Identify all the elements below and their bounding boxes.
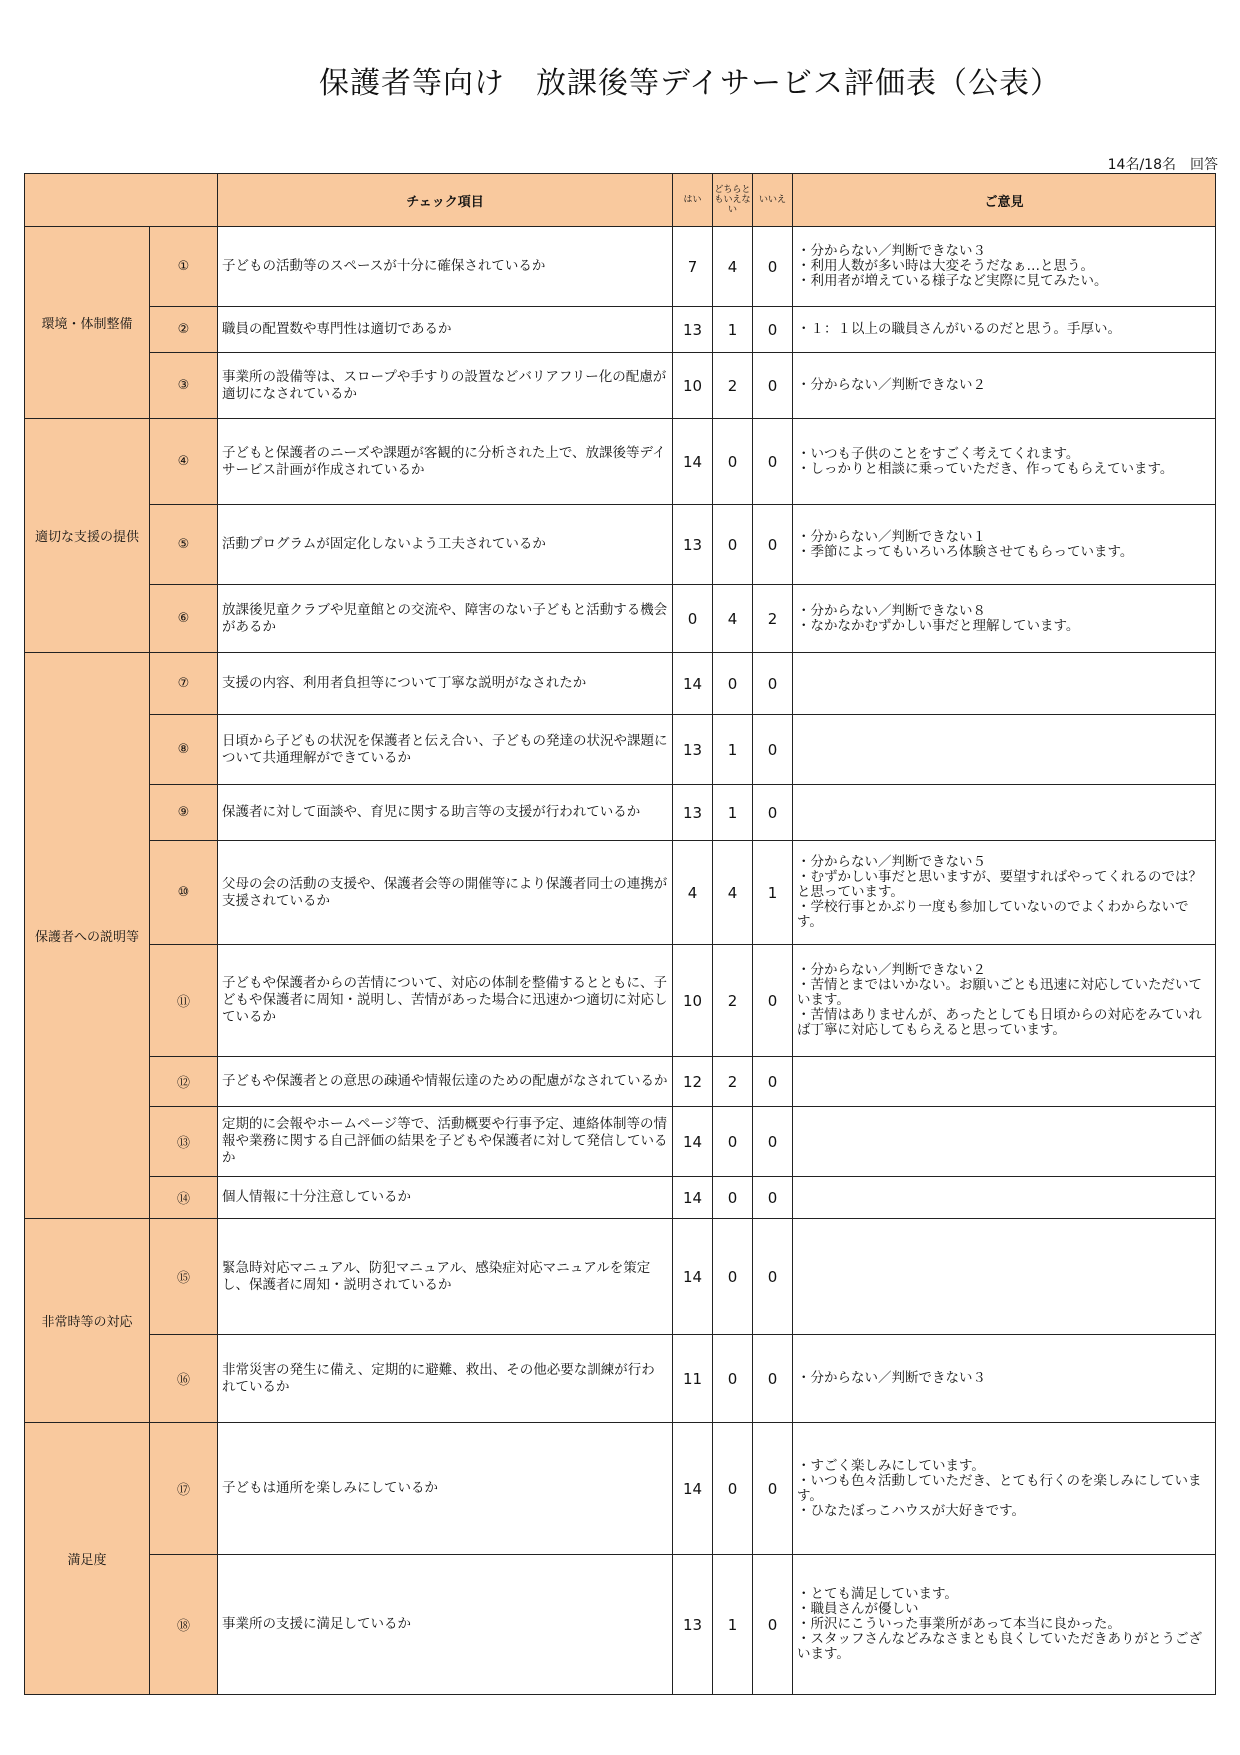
opinion-line: ・学校行事とかぶり一度も参加していないのでよくわからないです。 (797, 899, 1189, 930)
opinion-cell (793, 307, 1216, 353)
check-item-text: 非常災害の発生に備え、定期的に避難、救出、その他必要な訓練が行われているか (218, 1335, 673, 1423)
check-item-text: 支援の内容、利用者負担等について丁寧な説明がなされたか (218, 653, 673, 715)
neither-count: 1 (713, 1555, 753, 1695)
opinion-line: ・ひなたぼっこハウスが大好きです。 (797, 1502, 1026, 1519)
table-row (25, 715, 1216, 785)
opinion-cell (793, 585, 1216, 653)
check-item-text: 事業所の支援に満足しているか (218, 1555, 673, 1695)
opinion-cell (793, 505, 1216, 585)
neither-count: 2 (713, 945, 753, 1057)
header-blank (25, 174, 218, 227)
opinion-line: ・所沢にこういった事業所があって本当に良かった。 (797, 1616, 1121, 1632)
neither-count: 0 (713, 1219, 753, 1335)
opinion-cell (793, 1335, 1216, 1423)
check-item-text: 個人情報に十分注意しているか (218, 1177, 673, 1219)
yes-count: 11 (673, 1335, 713, 1423)
category-label: 適切な支援の提供 (25, 419, 150, 653)
table-row (25, 1107, 1216, 1177)
item-number: ⑤ (150, 505, 218, 585)
no-count: 0 (753, 945, 793, 1057)
no-count: 0 (753, 1177, 793, 1219)
item-number: ⑬ (150, 1107, 218, 1177)
opinion-cell (793, 353, 1216, 419)
item-number: ⑪ (150, 945, 218, 1057)
check-item-text: 事業所の設備等は、スロープや手すりの設置などバリアフリー化の配慮が適切になされているか (218, 353, 673, 419)
opinion-line: ・利用人数が多い時は大変そうだなぁ…と思う。 (797, 258, 1094, 274)
neither-count: 0 (713, 1107, 753, 1177)
header-check-item: チェック項目 (218, 174, 673, 227)
opinion-line: ・むずかしい事だと思いますが、要望すればやってくれるのでは？と思っています。 (797, 869, 1202, 900)
opinion-cell (793, 653, 1216, 715)
neither-count: 2 (713, 353, 753, 419)
check-item-text: 保護者に対して面談や、育児に関する助言等の支援が行われているか (218, 785, 673, 841)
check-item-text: 子どもや保護者との意思の疎通や情報伝達のための配慮がなされているか (218, 1057, 673, 1107)
yes-count: 13 (673, 505, 713, 585)
opinion-cell (793, 841, 1216, 945)
yes-count: 0 (673, 585, 713, 653)
item-number: ⑧ (150, 715, 218, 785)
table-row (25, 653, 1216, 715)
no-count: 0 (753, 1107, 793, 1177)
opinion-line: ・しっかりと相談に乗っていただき、作ってもらえています。 (797, 460, 1174, 477)
table-row (25, 1057, 1216, 1107)
table-row (25, 227, 1216, 307)
opinion-line: ・分からない／判断できない２ (797, 377, 986, 393)
opinion-cell (793, 1177, 1216, 1219)
no-count: 0 (753, 307, 793, 353)
item-number: ⑩ (150, 841, 218, 945)
no-count: 0 (753, 715, 793, 785)
neither-count: 1 (713, 785, 753, 841)
opinion-line: ・いつも子供のことをすごく考えてくれます。 (797, 445, 1080, 462)
no-count: 0 (753, 1219, 793, 1335)
yes-count: 14 (673, 1219, 713, 1335)
page-title: 保護者等向け 放課後等デイサービス評価表（公表） (319, 66, 1061, 101)
no-count: 0 (753, 505, 793, 585)
response-count: 14名/18名 回答 (1107, 157, 1218, 173)
table-row (25, 841, 1216, 945)
item-number: ⑨ (150, 785, 218, 841)
table-row (25, 945, 1216, 1057)
opinion-cell (793, 715, 1216, 785)
yes-count: 14 (673, 1107, 713, 1177)
opinion-cell (793, 1057, 1216, 1107)
header-neither: どちらともいえない (713, 174, 753, 227)
table-row (25, 585, 1216, 653)
neither-count: 4 (713, 841, 753, 945)
opinion-line: ・スタッフさんなどみなさまとも良くしていただきありがとうございます。 (797, 1631, 1202, 1662)
no-count: 1 (753, 841, 793, 945)
opinion-line: ・分からない／判断できない５ (797, 854, 986, 870)
check-item-text: 職員の配置数や専門性は適切であるか (218, 307, 673, 353)
yes-count: 10 (673, 353, 713, 419)
opinion-line: ・なかなかむずかしい事だと理解しています。 (797, 617, 1080, 634)
neither-count: 4 (713, 585, 753, 653)
category-label: 保護者への説明等 (25, 653, 150, 1219)
opinion-line: ・分からない／判断できない３ (797, 243, 986, 259)
check-item-text: 緊急時対応マニュアル、防犯マニュアル、感染症対応マニュアルを策定し、保護者に周知・説明されているか (218, 1219, 673, 1335)
opinion-line: ・苦情とまではいかない。お願いごとも迅速に対応していただいています。 (797, 977, 1202, 1008)
opinion-line: ・利用者が増えている様子など実際に見てみたい。 (797, 273, 1108, 289)
opinion-cell (793, 1555, 1216, 1695)
check-item-text: 子どもの活動等のスペースが十分に確保されているか (218, 227, 673, 307)
check-item-text: 父母の会の活動の支援や、保護者会等の開催等により保護者同士の連携が支援されているか (218, 841, 673, 945)
item-number: ⑭ (150, 1177, 218, 1219)
yes-count: 7 (673, 227, 713, 307)
category-label: 環境・体制整備 (25, 227, 150, 419)
table-row (25, 307, 1216, 353)
check-item-text: 子どもと保護者のニーズや課題が客観的に分析された上で、放課後等デイサービス計画が作成されているか (218, 419, 673, 505)
item-number: ⑱ (150, 1555, 218, 1695)
check-item-text: 放課後児童クラブや児童館との交流や、障害のない子どもと活動する機会があるか (218, 585, 673, 653)
item-number: ② (150, 307, 218, 353)
table-row (25, 505, 1216, 585)
yes-count: 13 (673, 715, 713, 785)
no-count: 0 (753, 227, 793, 307)
no-count: 0 (753, 785, 793, 841)
yes-count: 13 (673, 1555, 713, 1695)
neither-count: 1 (713, 715, 753, 785)
opinion-cell (793, 1219, 1216, 1335)
opinion-cell (793, 1107, 1216, 1177)
check-item-text: 子どもや保護者からの苦情について、対応の体制を整備するとともに、子どもや保護者に周知・説明し、苦情があった場合に迅速かつ適切に対応しているか (218, 945, 673, 1057)
category-label: 満足度 (25, 1423, 150, 1695)
no-count: 2 (753, 585, 793, 653)
item-number: ⑫ (150, 1057, 218, 1107)
table-row (25, 419, 1216, 505)
neither-count: 0 (713, 505, 753, 585)
neither-count: 0 (713, 1335, 753, 1423)
no-count: 0 (753, 1057, 793, 1107)
no-count: 0 (753, 653, 793, 715)
evaluation-table (24, 173, 1216, 1695)
opinion-line: ・苦情はありませんが、あったとしても日頃からの対応をみていれば丁寧に対応してもらえると思っています。 (797, 1007, 1202, 1038)
yes-count: 12 (673, 1057, 713, 1107)
category-label: 非常時等の対応 (25, 1219, 150, 1423)
table-row (25, 1555, 1216, 1695)
opinion-cell (793, 785, 1216, 841)
table-row (25, 1219, 1216, 1335)
item-number: ⑦ (150, 653, 218, 715)
neither-count: 0 (713, 1423, 753, 1555)
opinion-line: ・とても満足しています。 (797, 1586, 958, 1602)
header-opinion: ご意見 (793, 174, 1216, 227)
yes-count: 13 (673, 785, 713, 841)
table-row (25, 1423, 1216, 1555)
no-count: 0 (753, 1555, 793, 1695)
neither-count: 0 (713, 419, 753, 505)
item-number: ⑰ (150, 1423, 218, 1555)
opinion-line: ・分からない／判断できない２ (797, 962, 986, 978)
yes-count: 10 (673, 945, 713, 1057)
table-row (25, 785, 1216, 841)
item-number: ⑮ (150, 1219, 218, 1335)
opinion-line: ・すごく楽しみにしています。 (797, 1457, 985, 1474)
header-no: いいえ (753, 174, 793, 227)
table-row (25, 1335, 1216, 1423)
yes-count: 14 (673, 1423, 713, 1555)
table-header-row (25, 174, 1216, 227)
neither-count: 0 (713, 653, 753, 715)
yes-count: 14 (673, 1177, 713, 1219)
neither-count: 4 (713, 227, 753, 307)
header-yes: はい (673, 174, 713, 227)
opinion-line: ・季節によってもいろいろ体験させてもらっています。 (797, 543, 1134, 560)
opinion-cell (793, 419, 1216, 505)
check-item-text: 日頃から子どもの状況を保護者と伝え合い、子どもの発達の状況や課題について共通理解ができているか (218, 715, 673, 785)
yes-count: 4 (673, 841, 713, 945)
opinion-line: ・分からない／判断できない３ (797, 1370, 986, 1386)
opinion-cell (793, 945, 1216, 1057)
item-number: ③ (150, 353, 218, 419)
no-count: 0 (753, 1335, 793, 1423)
opinion-line: ・いつも色々活動していただき、とても行くのを楽しみにしています。 (797, 1472, 1202, 1504)
opinion-line: ・職員さんが優しい (797, 1601, 919, 1617)
no-count: 0 (753, 419, 793, 505)
neither-count: 1 (713, 307, 753, 353)
yes-count: 14 (673, 419, 713, 505)
opinion-line: ・分からない／判断できない１ (797, 528, 986, 545)
item-number: ① (150, 227, 218, 307)
check-item-text: 子どもは通所を楽しみにしているか (218, 1423, 673, 1555)
opinion-line: ・分からない／判断できない８ (797, 602, 986, 619)
check-item-text: 定期的に会報やホームページ等で、活動概要や行事予定、連絡体制等の情報や業務に関する自己評価の結果を子どもや保護者に対して発信しているか (218, 1107, 673, 1177)
opinion-cell (793, 227, 1216, 307)
item-number: ④ (150, 419, 218, 505)
table-row (25, 353, 1216, 419)
no-count: 0 (753, 1423, 793, 1555)
table-row (25, 1177, 1216, 1219)
item-number: ⑥ (150, 585, 218, 653)
neither-count: 0 (713, 1177, 753, 1219)
neither-count: 2 (713, 1057, 753, 1107)
yes-count: 13 (673, 307, 713, 353)
opinion-cell (793, 1423, 1216, 1555)
item-number: ⑯ (150, 1335, 218, 1423)
no-count: 0 (753, 353, 793, 419)
opinion-line: ・１：１以上の職員さんがいるのだと思う。手厚い。 (797, 321, 1121, 337)
check-item-text: 活動プログラムが固定化しないよう工夫されているか (218, 505, 673, 585)
yes-count: 14 (673, 653, 713, 715)
